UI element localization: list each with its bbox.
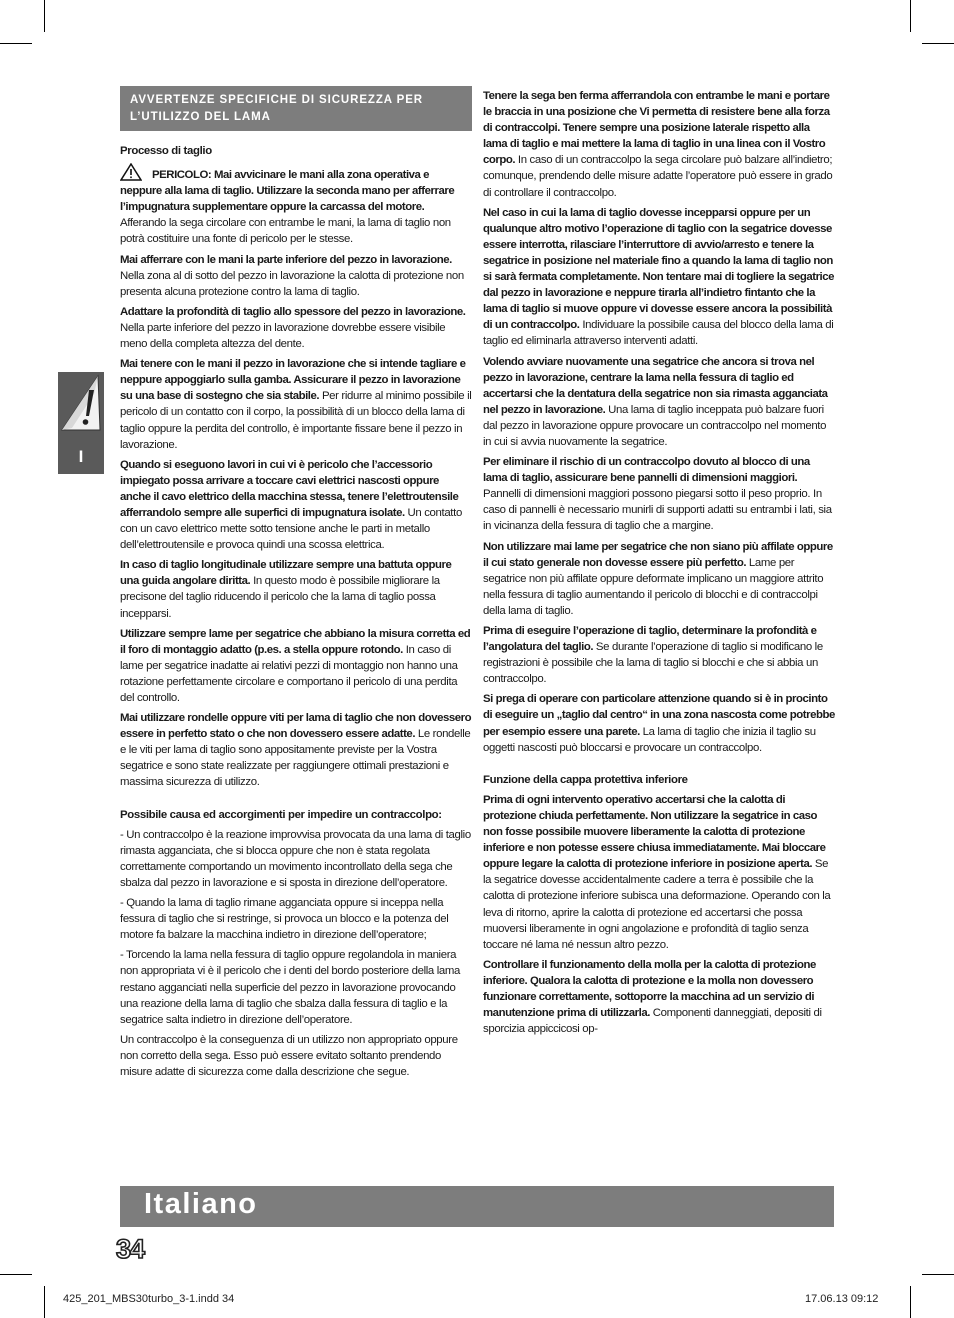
paragraph: - Quando la lama di taglio rimane agganciata oppure si inceppa nella fessura di taglio che si restringe, si provoca un blocco e la potenza del motore fa balzare la macchina indietro in direzione dell’operatore; (120, 897, 449, 942)
print-slug-date: 17.06.13 09:12 (805, 1293, 879, 1305)
language-tab-letter: I (78, 447, 84, 466)
paragraph: Mai tenere con le mani il pezzo in lavorazione che si intende tagliare e neppure appoggiarlo sulla gamba. Assicurare il pezzo in lavorazione su una base di sostegno che sia stabile. Per ridurre al minimo possibile il pericolo di un contatto con il corpo, la possibilità di un blocco della lama di taglio oppure la perdita del controllo, è importante fissare bene il pezzo in lavorazione. (120, 358, 472, 451)
paragraph: PERICOLO: Mai avvicinare le mani alla zona operativa e neppure alla lama di taglio. Utilizzare la seconda mano per afferrare l’impugnatura supplementare oppure la carcassa del motore. Afferando la sega circolare con entrambe le mani, la lama di taglio non potrà costituire una fonte di pericolo per le stesse. (120, 163, 472, 247)
subheading-cappa: Funzione della cappa protettiva inferiore (483, 773, 688, 786)
crop-mark (0, 1274, 32, 1275)
exclamation-triangle-icon (58, 372, 104, 444)
crop-mark (922, 43, 954, 44)
paragraph: - Un contraccolpo è la reazione improvvisa provocata da una lama di taglio rimasta agganciata, che si blocca oppure che non è stata regolata correttamente comportando un movimento incontrollato della sega che sbalza dal pezzo in lavorazione e si sposta in direzione dell’operatore. (120, 828, 471, 889)
crop-mark (0, 43, 32, 44)
paragraph: Adattare la profondità di taglio allo spessore del pezzo in lavorazione. Nella parte inferiore del pezzo in lavorazione dovrebbe essere visibile meno della completa altezza del dente. (120, 305, 466, 351)
paragraph: Un contraccolpo è la conseguenza di un utilizzo non appropriato oppure non corretto della sega. Esso può essere evitato soltanto prendendo misure adatte di sicurezza come dalla descrizione che segue. (120, 1033, 458, 1078)
paragraph: - Torcendo la lama nella fessura di taglio oppure regolandola in maniera non appropriata vi è il pericolo che i denti del bordo posteriore della lama restano agganciati nella superficie del pezzo in lavorazione provocando una reazione della lama di taglio che sbalza dalla fessura di taglio e la segatrice salta indietro in direzione dell’operatore. (120, 949, 461, 1026)
paragraph: Per eliminare il rischio di un contraccolpo dovuto al blocco di una lama di taglio, assicurare bene pannelli di dimensioni maggiori. Pannelli di dimensioni maggiori possono piegarsi sotto il peso proprio. In caso di pannelli è necessario munirli di supporti adatti su entrambi i lati, sia in vicinanza della fessura di taglio che a margine. (483, 456, 832, 533)
paragraph: Controllare il funzionamento della molla per la calotta di protezione inferiore. Qualora la calotta di protezione e la molla non dovessero funzionare correttamente, sottoporre la macchina ad un servizio di manutenzione prima di utilizzarla. Componenti danneggiati, depositi di sporcizia appiccicosi op- (483, 958, 822, 1036)
paragraph: Mai afferrare con le mani la parte inferiore del pezzo in lavorazione. Nella zona al di sotto del pezzo in lavorazione la calotta di protezione non presenta alcuna protezione contro la lama di taglio. (120, 253, 464, 298)
paragraph: Volendo avviare nuovamente una segatrice che ancora si trova nel pezzo in lavorazione, centrare la lama nella fessura di taglio ed accertarsi che la dentatura della segatrice non sia rimasta agganciata nel pezzo in lavorazione. Una lama di taglio inceppata può balzare fuori dal pezzo in lavorazione oppure provocare un contraccolpo nel momento in cui si avvia nuovamente la segatrice. (483, 355, 828, 448)
paragraph: Tenere la sega ben ferma afferrandola con entrambe le mani e portare le braccia in una posizione che Vi permetta di resistere bene alla forza di contraccolpi. Tenere sempre una posizione laterale rispetto alla lama di taglio e mai mettere la lama di taglio in una linea con il Vostro corpo. In caso di un contraccolpo la sega circolare può balzare all’indietro; comunque, prendendo delle misure adatte l’operatore può essere in grado di controllare il contraccolpo. (483, 90, 833, 199)
paragraph: In caso di taglio longitudinale utilizzare sempre una battuta oppure una guida angolare diritta. In questo modo è possibile migliorare la precisone del taglio riducendo il pericolo che la lama di taglio possa incepparsi. (120, 559, 452, 620)
language-label: Italiano (144, 1188, 258, 1220)
language-footer-bar (120, 1186, 834, 1227)
subheading-processo: Processo di taglio (120, 145, 212, 157)
left-column (120, 86, 472, 1084)
right-column (483, 88, 835, 1041)
paragraph: Prima di ogni intervento operativo accertarsi che la calotta di protezione chiuda perfettamente. Non utilizzare la segatrice in caso non fosse possibile muovere liberamente la calotta di protezione inferiore e non potesse essere chiusa immediatamente. Mai bloccare oppure legare la calotta di protezione inferiore in posizione aperta. Se la segatrice dovesse accidentalmente cadere a terra è possibile che la calotta di protezione inferiore subisca una deformazione. Operando con la leva di ritorno, aprire la calotta di protezione ed accertarsi che possa muoversi liberamente in ogni angolazione e profondità di taglio senza toccare né lama né nessun altro pezzo. (483, 793, 831, 951)
paragraph: Prima di eseguire l’operazione di taglio, determinare la profondità e l’angolatura del taglio. Se durante l’operazione di taglio si modificano le registrazioni è possibile che la lama di taglio si blocchi e che si abbia un contraccolpo. (483, 625, 823, 686)
crop-mark (922, 1274, 954, 1275)
print-slug-file: 425_201_MBS30turbo_3-1.indd 34 (63, 1293, 235, 1305)
crop-mark (44, 1286, 45, 1318)
crop-mark (910, 1286, 911, 1318)
paragraph: Quando si eseguono lavori in cui vi è pericolo che l’accessorio impiegato possa arrivare a toccare cavi elettrici nascosti oppure anche il cavo elettrico della macchina stessa, tenere l’elettroutensile afferrandolo sempre alle superfici di impugnatura isolate. Un contatto con un cavo elettrico mette sotto tensione anche le parti in metallo dell’elettroutensile e provoca quindi una scossa elettrica. (120, 458, 462, 552)
section-heading: AVVERTENZE SPECIFICHE DI SICUREZZA PER L’UTILIZZO DEL LAMA (120, 86, 472, 131)
paragraph: Utilizzare sempre lame per segatrice che abbiano la misura corretta ed il foro di montaggio adatto (p.es. a stella oppure rotondo. In caso di lame per segatrice inadatte ai relativi pezzi di montaggio non hanno una rotazione perfettamente circolare e comportano il pericolo di una perdita del controllo. (120, 627, 471, 704)
page-number: 34 (116, 1234, 145, 1264)
paragraph: Non utilizzare mai lame per segatrice che non siano più affilate oppure il cui stato generale non dovesse essere più perfetto. Lame per segatrice non più affilate oppure deformate implicano un maggiore attrito nella fessura di taglio aumentando il pericolo di blocchi e di contraccolpi della lama di taglio. (483, 540, 833, 617)
crop-mark (44, 0, 45, 32)
paragraph: Mai utilizzare rondelle oppure viti per lama di taglio che non dovessero essere in perfetto stato o che non dovessero essere adatte. Le rondelle e le viti per lama di taglio sono appositamente previste per la Vostra segatrice e sono state realizzate per raggiungere ottimali prestazioni e massima sicurezza di utilizzo. (120, 712, 472, 789)
language-tab (58, 372, 104, 474)
crop-mark (910, 0, 911, 32)
paragraph: Si prega di operare con particolare attenzione quando si è in procinto di eseguire un „taglio dal centro“ in una zona nascosta come potrebbe per esempio essere una parete. La lama di taglio che inizia il taglio su oggetti nascosti può bloccarsi e provocare un contraccolpo. (483, 693, 835, 754)
subheading-contraccolpo: Possibile causa ed accorgimenti per impedire un contraccolpo: (120, 808, 442, 821)
paragraph: Nel caso in cui la lama di taglio dovesse incepparsi oppure per un qualunque altro motivo l’operazione di taglio con la segatrice dovesse essere interrotta, rilasciare l’interruttore di avvio/arresto e tenere la segatrice in posizione nel materiale fino a quando la lama di taglio non si sarà fermata completamente. Non tentare mai di togliere la segatrice dal pezzo in lavorazione e neppure tirarla all’indietro fintanto che la lama di taglio si muove oppure vi dovesse essere ancora la possibilità di un contraccolpo. Individuare la possibile causa del blocco della lama di taglio ed eliminarla attraverso interventi adatti. (483, 206, 835, 348)
warning-triangle-icon (120, 163, 142, 181)
